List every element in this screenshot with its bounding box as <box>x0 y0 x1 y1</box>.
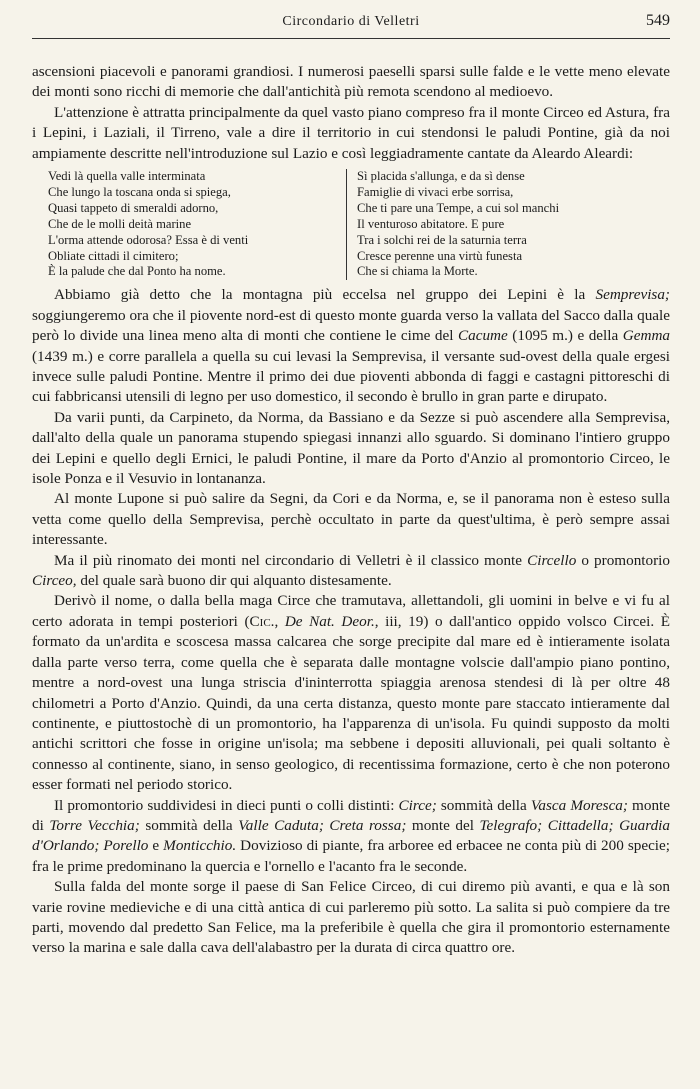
poem-line: Che ti pare una Tempe, a cui sol manchi <box>357 200 560 215</box>
poem-line: Quasi tappeto di smeraldi adorno, <box>48 200 219 215</box>
poem-line: Il venturoso abitatore. E pure <box>357 216 505 231</box>
poem-line: Che lungo la toscana onda si spiega, <box>48 184 231 199</box>
paragraph-3: Abbiamo già detto che la montagna più eccelsa nel gruppo dei Lepini è la Semprevisa; soggiungeremo ora che il piovente nord-est di questo monte guarda verso la vallata del Sacco dalla quale però lo divide una linea meno alta di monti che contiene le cime del Cacume (1095 m.) e della Gemma (1439 m.) e corre parallela a quella su cui levasi la Semprevisa, il versante sud-ovest della quale ergesi invece sulle paludi Pontine. Mentre il primo dei due pioventi abbonda di faggi e castagni pittoreschi di cui fabbricansi utensili di legno per uso domestico, il secondo è brullo in gran parte e dirupato. <box>32 286 671 406</box>
paragraph-9: Sulla falda del monte sorge il paese di San Felice Circeo, di cui diremo più avanti, e qua e là son varie rovine medieviche e di una città antica di cui parleremo più sotto. La salita si può compiere da tre parti, movendo dal predetto San Felice, ma la preferibile è quella che gira il promontorio esternamente verso la marina e sale dalla cava dell'alabastro per la durata di circa quattro ore. <box>32 878 670 957</box>
paragraph-2: L'attenzione è attratta principalmente da quel vasto piano compreso fra il monte Circeo ed Astura, fra i Lepini, i Laziali, il Tirreno, vale a dire il territorio in cui stendonsi le paludi Pontine, già da noi ampiamente descritte nell'introduzione sul Lazio e così leggiadramente cantate da Aleardo Aleardi: <box>32 103 670 162</box>
poem-line: È la palude che dal Ponto ha nome. <box>48 264 226 279</box>
paragraph-1: ascensioni piacevoli e panorami grandiosi. I numerosi paeselli sparsi sulle falde e le vette meno elevate dei monti sono ricchi di memorie che dall'antichità più remota scendono al medioevo. <box>32 63 670 101</box>
paragraph-4: Da varii punti, da Carpineto, da Norma, da Bassiano e da Sezze si può ascendere alla Semprevisa, dall'alto della quale un panorama stupendo spiegasi innanzi allo sguardo. Si dominano l'intiero gruppo dei Lepini e quello degli Ernici, le paludi Pontine, il mare da Porto d'Anzio al promontorio Circeo, le isole Ponza e il Vesuvio in lontananza. <box>32 408 670 488</box>
poem-quotation <box>48 169 670 280</box>
paragraph-6: Ma il più rinomato dei monti nel circondario di Velletri è il classico monte Circello o promontorio Circeo, del quale sarà buono dir qui alquanto distesamente. <box>32 551 670 590</box>
paragraph-5: Al monte Lupone si può salire da Segni, da Cori e da Norma, e, se il panorama non è esteso sulla vetta come quello della Semprevisa, perchè occultato in parte da quest'ultima, è però sempre assai interessante. <box>32 490 670 549</box>
running-header <box>32 8 670 39</box>
poem-line: Cresce perenne una virtù funesta <box>357 248 523 263</box>
paragraph-8: Il promontorio suddividesi in dieci punti o colli distinti: Circe; sommità della Vasca Moresca; monte di Torre Vecchia; sommità della Valle Caduta; Creta rossa; monte del Telegrafo; Cittadella; Guardia d'Orlando; Porello e Monticchio. Dovizioso di piante, fra arboree ed erbacee ne conta più di 200 specie; fra le prime predominano la quercia e l'ornello e l'acanto fra le seconde. <box>32 796 670 875</box>
paragraph-7: Derivò il nome, o dalla bella maga Circe che tramutava, allettandoli, gli uomini in belve e vi fu al certo adorata in tempi posteriori (Cic., De Nat. Deor., iii, 19) o dall'antico oppido volsco Circei. È formato da un'ardita e scoscesa massa calcarea che sorge precipite dal mare ed è intieramente isolata dalla parte verso terra, come quella che è separata dalle montagne volscie dall'ampio piano pontino, mentre a nord-ovest una lunga striscia d'ininterrotta spiaggia arenosa stendesi di là per oltre 48 chilometri a Porto d'Anzio. Quindi, da una certa distanza, questo monte pare staccato intieramente dal continente, e piuttostochè di un promontorio, ha l'apparenza di un'isola. Fu quindi supposto da molti antichi scrittori che fosse in origine un'isola; ma sebbene i depositi alluvionali, pei quali soltanto è connesso al continente, siano, in senso geologico, di recentissima formazione, certo è che non poterono esser formati nel periodo storico. <box>32 592 670 794</box>
body-text <box>32 62 670 959</box>
poem-line: Che de le molli deità marine <box>48 216 192 231</box>
poem-right-column <box>347 169 569 280</box>
poem-line: Sì placida s'allunga, e da sì dense <box>357 169 525 184</box>
poem-line: Vedi là quella valle interminata <box>48 169 206 184</box>
poem-line: Che si chiama la Morte. <box>357 264 478 279</box>
page-number: 549 <box>646 12 670 29</box>
poem-left-column <box>48 169 347 280</box>
poem-line: Famiglie di vivaci erbe sorrisa, <box>357 184 514 199</box>
poem-line: Tra i solchi rei de la saturnia terra <box>357 232 527 247</box>
poem-line: Obliate cittadi il cimitero; <box>48 248 179 263</box>
poem-line: L'orma attende odorosa? Essa è di venti <box>48 232 249 247</box>
running-title: Circondario di Velletri <box>282 14 420 29</box>
